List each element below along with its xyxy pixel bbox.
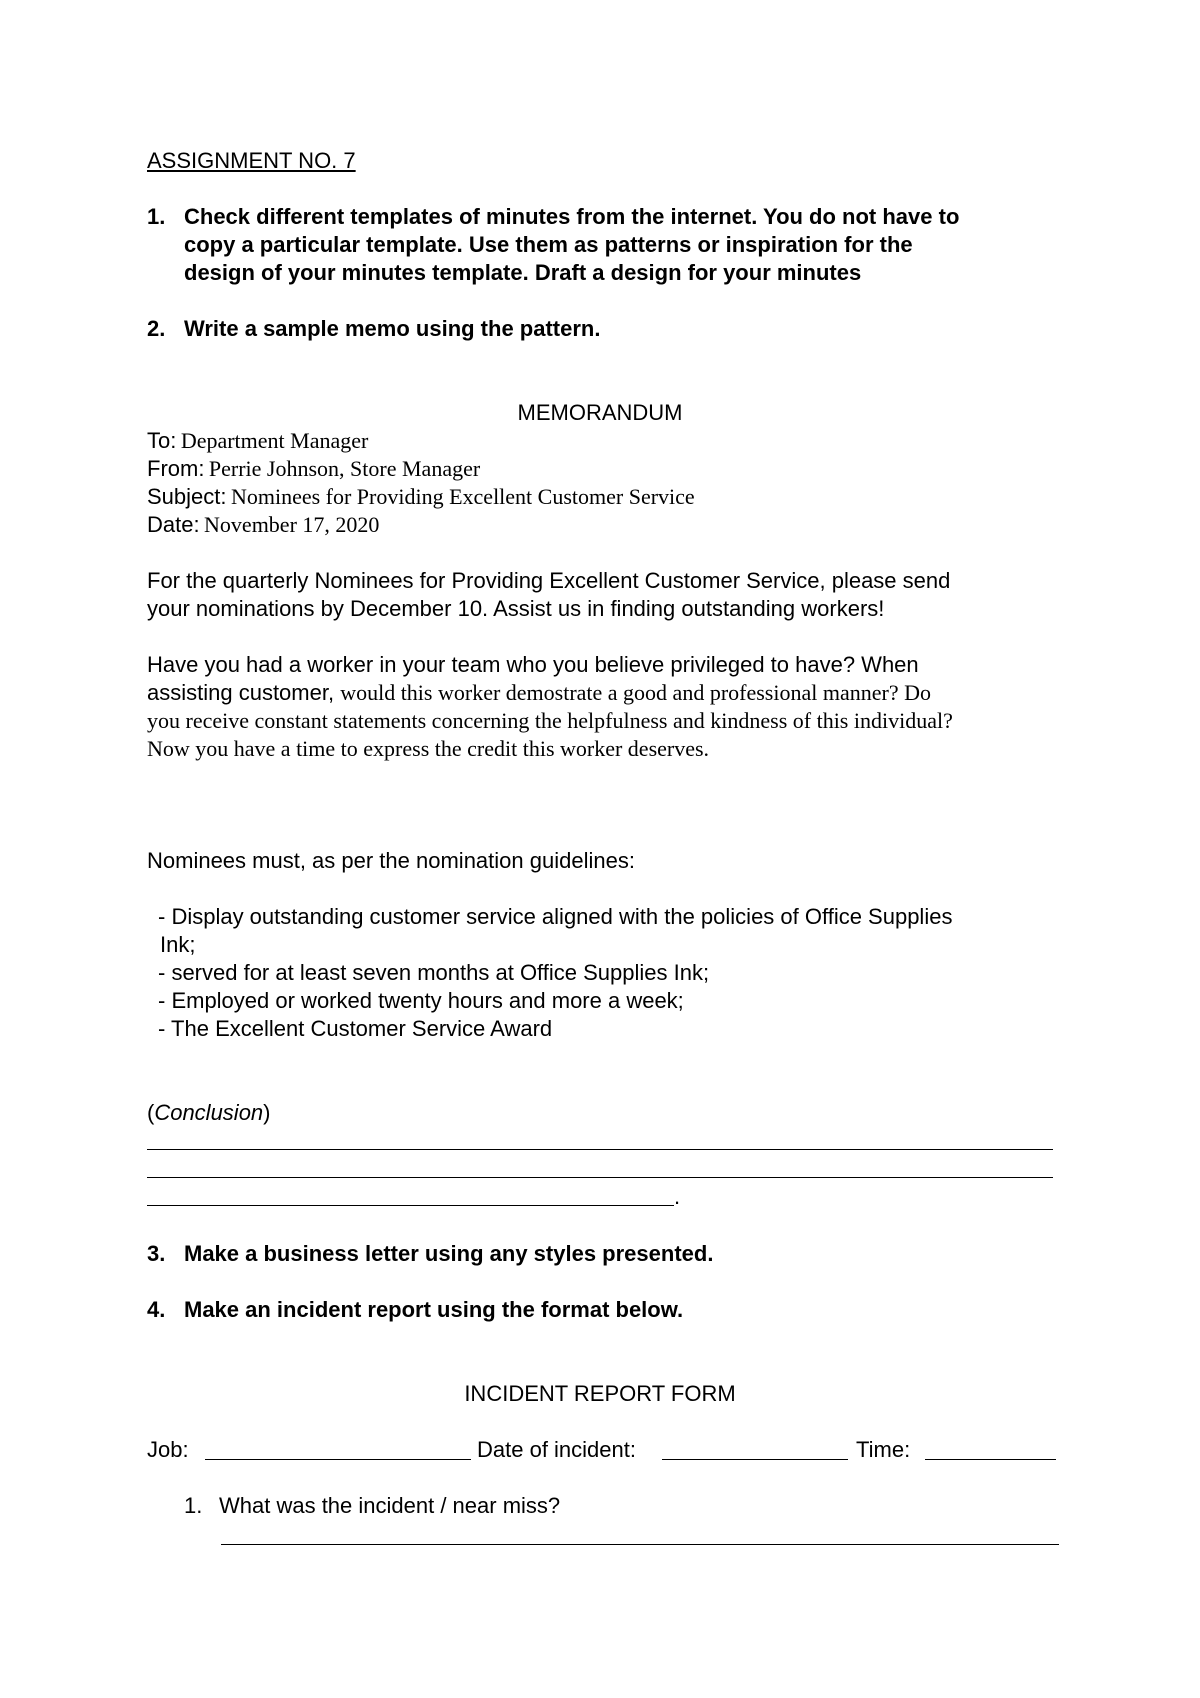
task-2-line-1: Write a sample memo using the pattern. bbox=[184, 316, 601, 341]
guideline-item: Ink; bbox=[160, 932, 196, 957]
memo-date-value: November 17, 2020 bbox=[204, 512, 380, 537]
memo-from-label: From: bbox=[147, 456, 205, 481]
question-1-number: 1. bbox=[184, 1493, 203, 1518]
memo-subject-label: Subject: bbox=[147, 484, 227, 509]
date-of-incident-field[interactable] bbox=[662, 1459, 848, 1460]
memo-to bbox=[147, 427, 368, 455]
memo-from bbox=[147, 455, 480, 483]
task-3-line-1: Make a business letter using any styles presented. bbox=[184, 1241, 714, 1266]
memo-heading: MEMORANDUM bbox=[517, 400, 683, 425]
memo-paragraph-2-line-1: Have you had a worker in your team who you believe privileged to have? When bbox=[147, 652, 919, 677]
question-1-text: What was the incident / near miss? bbox=[219, 1493, 561, 1518]
question-1-answer-line[interactable] bbox=[221, 1544, 1059, 1545]
guideline-item: - Employed or worked twenty hours and more a week; bbox=[158, 988, 684, 1013]
conclusion-period: . bbox=[674, 1184, 681, 1209]
memo-paragraph-2-line-2 bbox=[147, 679, 931, 707]
task-2-number: 2. bbox=[147, 316, 166, 341]
task-3-number: 3. bbox=[147, 1241, 166, 1266]
job-label: Job: bbox=[147, 1437, 189, 1462]
assignment-title: ASSIGNMENT NO. 7 bbox=[147, 148, 356, 173]
memo-paragraph-2-line-4: Now you have a time to express the credit this worker deserves. bbox=[147, 736, 710, 761]
conclusion-blank-line-3 bbox=[147, 1205, 674, 1206]
time-label: Time: bbox=[856, 1437, 911, 1462]
task-1-line-3: design of your minutes template. Draft a design for your minutes bbox=[184, 260, 862, 285]
guideline-item: - Display outstanding customer service aligned with the policies of Office Supplies bbox=[158, 904, 953, 929]
task-1-number: 1. bbox=[147, 204, 166, 229]
memo-guidelines-intro: Nominees must, as per the nomination guidelines: bbox=[147, 848, 635, 873]
date-of-incident-label: Date of incident: bbox=[477, 1437, 636, 1462]
memo-subject bbox=[147, 483, 695, 511]
memo-date bbox=[147, 511, 379, 539]
task-1-line-2: copy a particular template. Use them as patterns or inspiration for the bbox=[184, 232, 913, 257]
memo-paragraph-2-line-2a: assisting customer, bbox=[147, 680, 341, 705]
memo-subject-value: Nominees for Providing Excellent Customer Service bbox=[230, 484, 695, 509]
memo-paragraph-2-line-3: you receive constant statements concerning the helpfulness and kindness of this individual? bbox=[147, 708, 953, 733]
conclusion-blank-line-1 bbox=[147, 1149, 1053, 1150]
memo-to-label: To: bbox=[147, 428, 177, 453]
incident-form-heading: INCIDENT REPORT FORM bbox=[464, 1381, 736, 1406]
memo-to-value: Department Manager bbox=[180, 428, 369, 453]
memo-paragraph-1-line-2: your nominations by December 10. Assist us in finding outstanding workers! bbox=[147, 596, 885, 621]
conclusion-label-text: Conclusion bbox=[154, 1100, 264, 1125]
conclusion-close-paren: ) bbox=[263, 1100, 271, 1125]
memo-paragraph-1-line-1: For the quarterly Nominees for Providing Excellent Customer Service, please send bbox=[147, 568, 951, 593]
memo-date-label: Date: bbox=[147, 512, 200, 537]
task-4-number: 4. bbox=[147, 1297, 166, 1322]
memo-from-value: Perrie Johnson, Store Manager bbox=[208, 456, 481, 481]
job-field[interactable] bbox=[205, 1459, 471, 1460]
memo-conclusion-label bbox=[147, 1099, 271, 1127]
conclusion-open-paren: ( bbox=[147, 1100, 155, 1125]
conclusion-blank-line-2 bbox=[147, 1177, 1053, 1178]
task-1-line-1: Check different templates of minutes from the internet. You do not have to bbox=[184, 204, 960, 229]
task-4-line-1: Make an incident report using the format below. bbox=[184, 1297, 684, 1322]
time-field[interactable] bbox=[925, 1459, 1056, 1460]
guideline-item: - served for at least seven months at Office Supplies Ink; bbox=[158, 960, 710, 985]
guideline-item: - The Excellent Customer Service Award bbox=[158, 1016, 553, 1041]
memo-paragraph-2-line-2b: would this worker demostrate a good and professional manner? Do bbox=[340, 680, 931, 705]
